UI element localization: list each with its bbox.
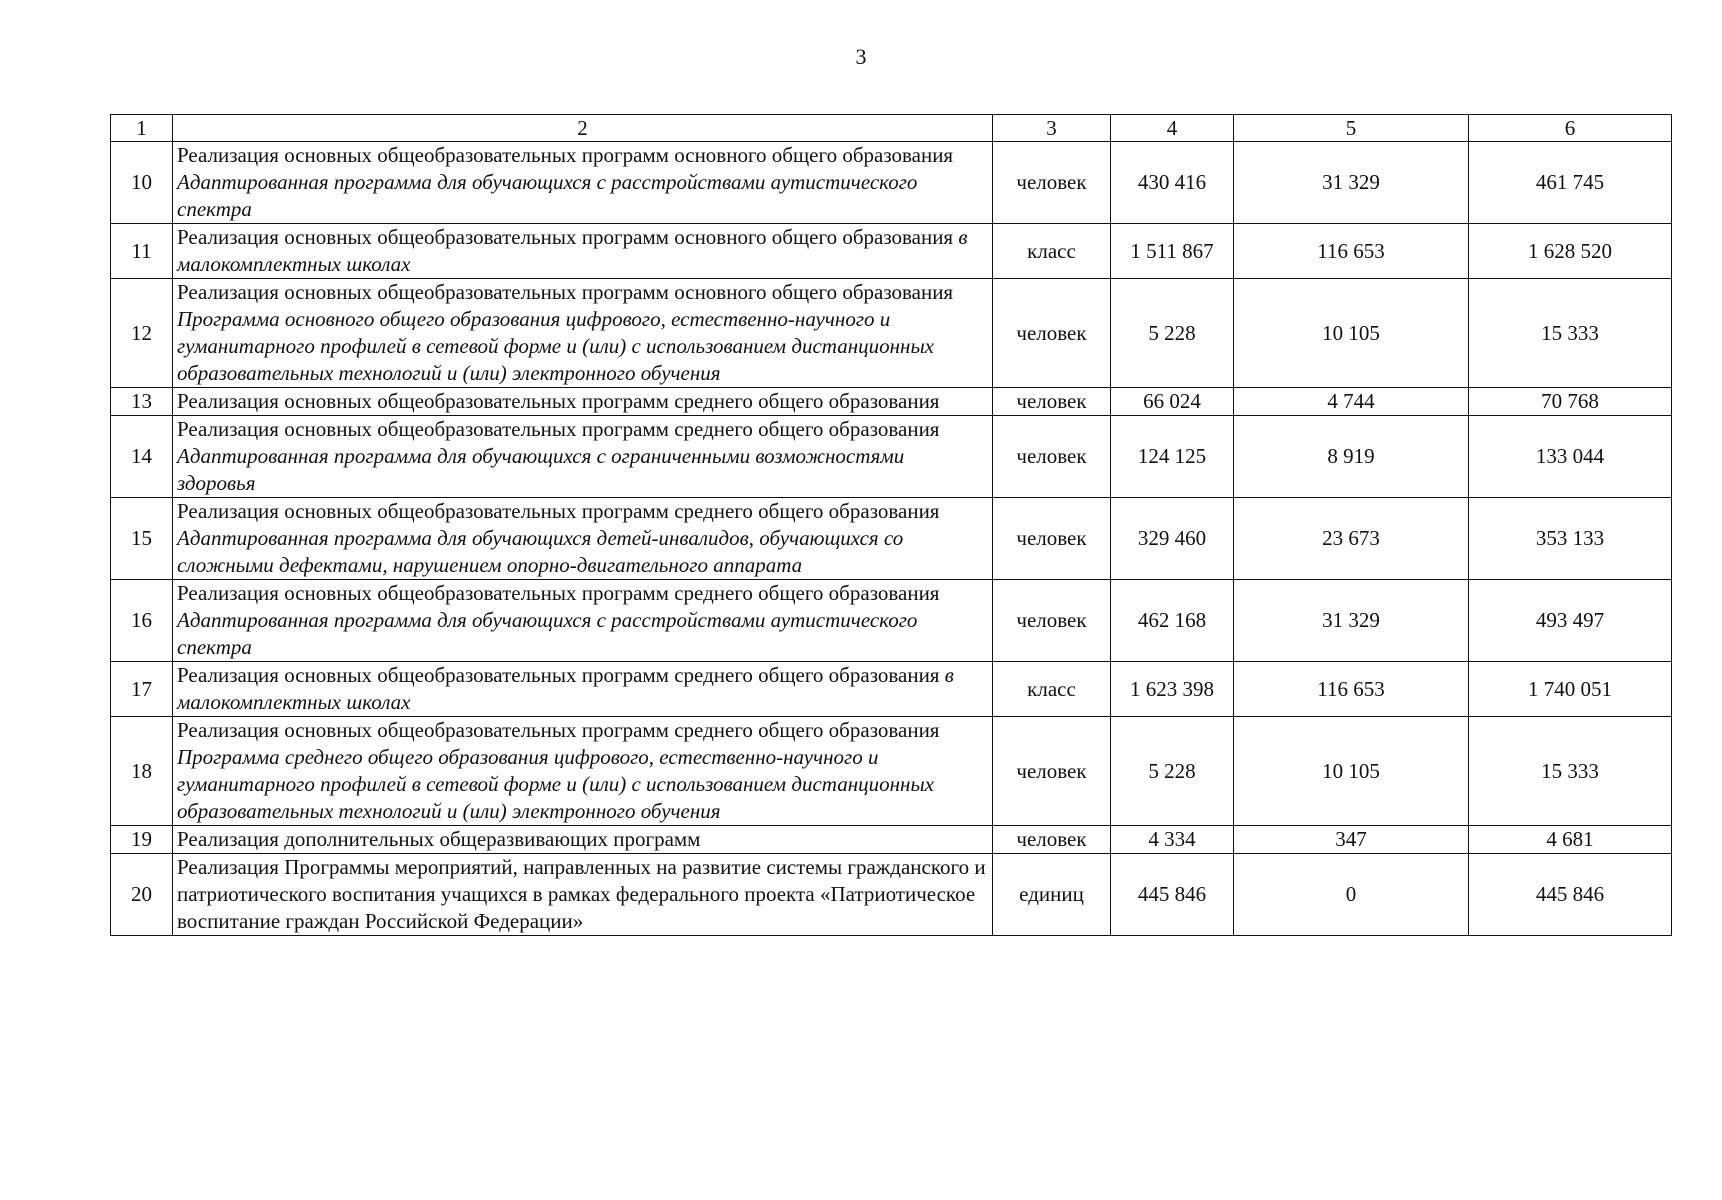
row-number: 14 [111,416,173,498]
description-plain: Реализация основных общеобразовательных программ среднего общего образования [177,581,940,605]
description-italic: Адаптированная программа для обучающихся с расстройствами аутистического спектра [177,608,918,659]
row-unit: человек [993,142,1111,224]
row-col4-value: 66 024 [1111,388,1234,416]
row-col4-value: 5 228 [1111,279,1234,388]
header-col-2: 2 [173,115,993,142]
description-plain: Реализация основных общеобразовательных программ основного общего образования [177,143,954,167]
description-plain: Реализация основных общеобразовательных программ среднего общего образования [177,718,940,742]
header-col-3: 3 [993,115,1111,142]
row-number: 13 [111,388,173,416]
header-col-6: 6 [1469,115,1672,142]
description-italic: в малокомплектных школах [177,225,968,276]
row-unit: класс [993,224,1111,279]
row-col6-value: 1 740 051 [1469,662,1672,717]
row-number: 12 [111,279,173,388]
row-col4-value: 445 846 [1111,854,1234,936]
row-description [173,224,993,279]
row-unit: человек [993,826,1111,854]
table-row [111,498,1672,580]
row-description [173,854,993,936]
row-unit: человек [993,580,1111,662]
row-col4-value: 329 460 [1111,498,1234,580]
row-col6-value: 353 133 [1469,498,1672,580]
description-plain: Реализация основных общеобразовательных программ среднего общего образования [177,663,940,687]
row-col6-value: 493 497 [1469,580,1672,662]
row-number: 18 [111,717,173,826]
row-col4-value: 1 623 398 [1111,662,1234,717]
row-number: 10 [111,142,173,224]
table-row [111,826,1672,854]
row-col5-value: 116 653 [1234,224,1469,279]
row-number: 15 [111,498,173,580]
table-row [111,142,1672,224]
row-col5-value: 8 919 [1234,416,1469,498]
row-number: 16 [111,580,173,662]
row-col4-value: 5 228 [1111,717,1234,826]
description-plain: Реализация основных общеобразовательных программ среднего общего образования [177,417,940,441]
row-col6-value: 133 044 [1469,416,1672,498]
row-description [173,826,993,854]
header-col-4: 4 [1111,115,1234,142]
row-col4-value: 124 125 [1111,416,1234,498]
table-row [111,662,1672,717]
row-col6-value: 1 628 520 [1469,224,1672,279]
row-description [173,388,993,416]
page-number: 3 [855,44,867,69]
row-col6-value: 445 846 [1469,854,1672,936]
row-col5-value: 116 653 [1234,662,1469,717]
table-header-row [111,115,1672,142]
row-col4-value: 4 334 [1111,826,1234,854]
row-col5-value: 10 105 [1234,717,1469,826]
table-row [111,717,1672,826]
row-unit: единиц [993,854,1111,936]
header-col-5: 5 [1234,115,1469,142]
description-plain: Реализация дополнительных общеразвивающих программ [177,827,701,851]
row-number: 20 [111,854,173,936]
table-row [111,279,1672,388]
header-col-1: 1 [111,115,173,142]
table-row [111,416,1672,498]
row-unit: человек [993,717,1111,826]
row-unit: человек [993,388,1111,416]
row-number: 17 [111,662,173,717]
description-italic: Программа среднего общего образования цифрового, естественно-научного и гуманитарного профилей в сетевой форме и (или) с использованием дистанционных образовательных технологий и (или) электронного обучения [177,745,934,823]
row-col6-value: 15 333 [1469,717,1672,826]
row-number: 11 [111,224,173,279]
row-number: 19 [111,826,173,854]
row-unit: человек [993,498,1111,580]
row-col6-value: 15 333 [1469,279,1672,388]
row-description [173,717,993,826]
description-italic: Адаптированная программа для обучающихся с ограниченными возможностями здоровья [177,444,905,495]
row-unit: человек [993,416,1111,498]
row-description [173,498,993,580]
description-plain: Реализация основных общеобразовательных программ основного общего образования [177,280,954,304]
table-row [111,224,1672,279]
row-col5-value: 23 673 [1234,498,1469,580]
row-col5-value: 347 [1234,826,1469,854]
description-plain: Реализация основных общеобразовательных программ среднего общего образования [177,499,940,523]
description-plain: Реализация Программы мероприятий, направленных на развитие системы гражданского и патриотического воспитания учащихся в рамках федерального проекта «Патриотическое воспитание граждан Российской Федерации» [177,855,986,933]
data-table [110,114,1672,936]
row-col5-value: 10 105 [1234,279,1469,388]
row-unit: класс [993,662,1111,717]
row-col4-value: 430 416 [1111,142,1234,224]
description-italic: в малокомплектных школах [177,663,954,714]
row-col4-value: 1 511 867 [1111,224,1234,279]
table-row [111,854,1672,936]
row-description [173,416,993,498]
description-plain: Реализация основных общеобразовательных программ основного общего образования [177,225,954,249]
row-description [173,580,993,662]
row-col6-value: 4 681 [1469,826,1672,854]
table-row [111,388,1672,416]
row-col6-value: 461 745 [1469,142,1672,224]
description-italic: Программа основного общего образования цифрового, естественно-научного и гуманитарного профилей в сетевой форме и (или) с использованием дистанционных образовательных технологий и (или) электронного обучения [177,307,934,385]
row-unit: человек [993,279,1111,388]
description-italic: Адаптированная программа для обучающихся с расстройствами аутистического спектра [177,170,918,221]
row-description [173,662,993,717]
description-plain: Реализация основных общеобразовательных программ среднего общего образования [177,389,940,413]
description-italic: Адаптированная программа для обучающихся детей-инвалидов, обучающихся со сложными дефектами, нарушением опорно-двигательного аппарата [177,526,904,577]
row-description [173,279,993,388]
row-col4-value: 462 168 [1111,580,1234,662]
row-col6-value: 70 768 [1469,388,1672,416]
row-col5-value: 31 329 [1234,580,1469,662]
table-row [111,580,1672,662]
row-col5-value: 4 744 [1234,388,1469,416]
row-description [173,142,993,224]
row-col5-value: 0 [1234,854,1469,936]
row-col5-value: 31 329 [1234,142,1469,224]
